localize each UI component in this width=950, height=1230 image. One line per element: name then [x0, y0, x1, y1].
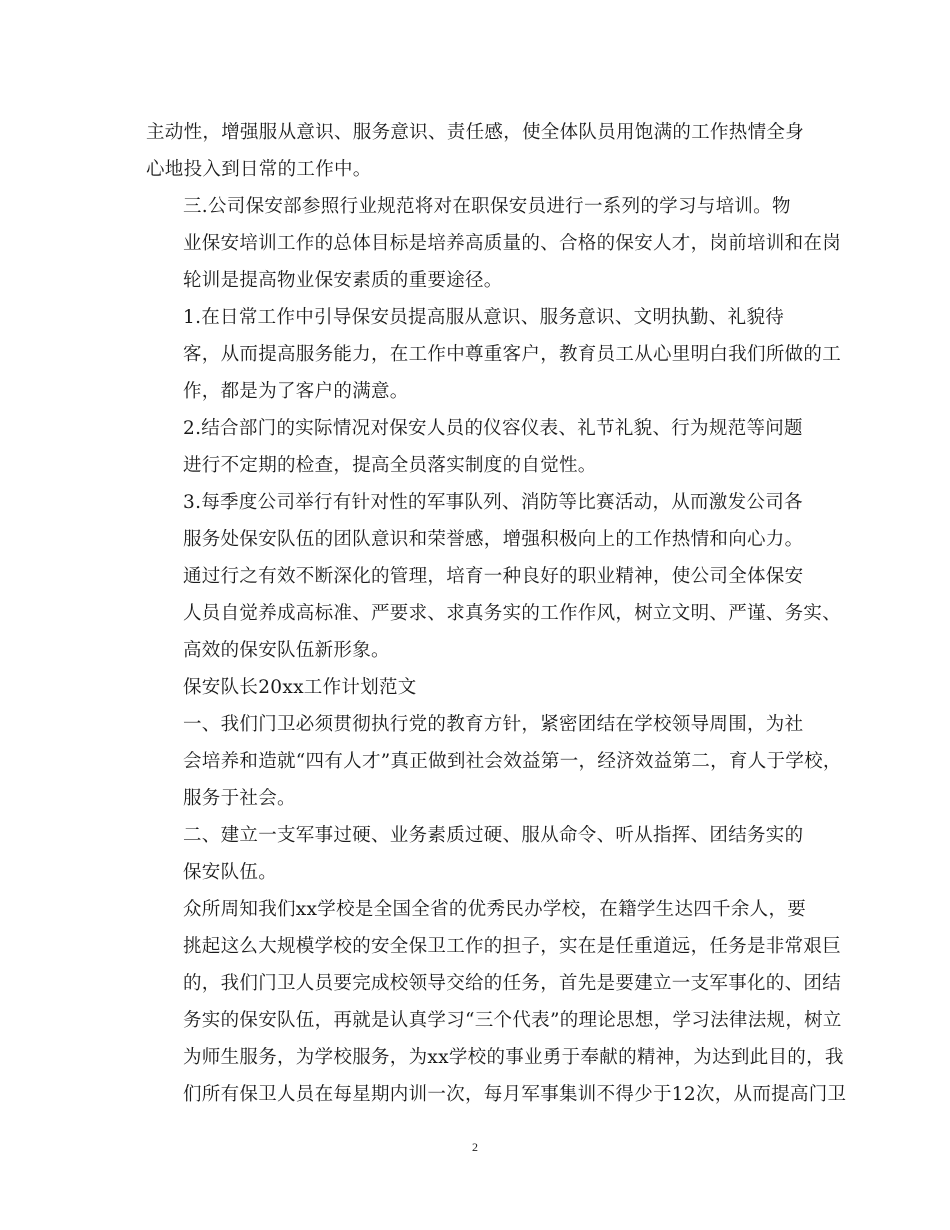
paragraph	[146, 188, 842, 299]
paragraph	[146, 669, 810, 706]
text-line: 主动性，增强服从意识、服务意识、责任感，使全体队员用饱满的工作热情全身	[146, 122, 805, 143]
text-line: 会培养和造就“四有人才”真正做到社会效益第一，经济效益第二，育人于学校，	[183, 751, 842, 772]
text-line: 为师生服务，为学校服务，为xx学校的事业勇于奉献的精神，为达到此目的，我	[183, 1047, 844, 1068]
paragraph	[146, 558, 842, 669]
paragraph	[146, 706, 842, 817]
text-line: 作，都是为了客户的满意。	[183, 381, 409, 402]
text-line: 2.结合部门的实际情况对保安人员的仪容仪表、礼节礼貌、行为规范等问题	[183, 418, 803, 439]
text-line: 1.在日常工作中引导保安员提高服从意识、服务意识、文明执勤、礼貌待	[183, 307, 785, 328]
text-line: 高效的保安队伍新形象。	[183, 640, 390, 661]
paragraph	[146, 484, 810, 558]
text-line: 心地投入到日常的工作中。	[146, 159, 372, 180]
text-line: 二、建立一支军事过硬、业务素质过硬、服从命令、听从指挥、团结务实的	[183, 825, 804, 846]
text-line: 进行不定期的检查，提高全员落实制度的自觉性。	[183, 455, 597, 476]
paragraph	[146, 817, 810, 891]
paragraph	[146, 114, 810, 188]
text-line: 们所有保卫人员在每星期内训一次，每月军事集训不得少于12次，从而提高门卫	[183, 1084, 847, 1105]
text-line: 保安队伍。	[183, 862, 278, 883]
text-line: 通过行之有效不断深化的管理，培育一种良好的职业精神，使公司全体保安	[183, 566, 804, 587]
text-line: 3.每季度公司举行有针对性的军事队列、消防等比赛活动，从而激发公司各	[183, 492, 803, 513]
text-line: 轮训是提高物业保安素质的重要途径。	[183, 270, 503, 291]
text-line: 人员自觉养成高标准、严要求、求真务实的工作作风，树立文明、严谨、务实、	[183, 603, 842, 624]
paragraph	[146, 891, 847, 1113]
text-line: 的，我们门卫人员要完成校领导交给的任务，首先是要建立一支军事化的、团结	[183, 973, 842, 994]
text-line: 保安队长20xx工作计划范文	[183, 677, 417, 698]
page-number: 2	[472, 1140, 478, 1154]
text-line: 三.公司保安部参照行业规范将对在职保安员进行一系列的学习与培训。物	[183, 196, 791, 217]
paragraph	[146, 410, 810, 484]
text-line: 业保安培训工作的总体目标是培养高质量的、合格的保安人才，岗前培训和在岗	[183, 233, 842, 254]
text-line: 务实的保安队伍，再就是认真学习“三个代表”的理论思想，学习法律法规，树立	[183, 1010, 842, 1031]
text-line: 客，从而提高服务能力，在工作中尊重客户，教育员工从心里明白我们所做的工	[183, 344, 842, 365]
text-line: 挑起这么大规模学校的安全保卫工作的担子，实在是任重道远，任务是非常艰巨	[183, 936, 842, 957]
text-line: 服务处保安队伍的团队意识和荣誉感，增强积极向上的工作热情和向心力。	[183, 529, 804, 550]
text-line: 众所周知我们xx学校是全国全省的优秀民办学校，在籍学生达四千余人，要	[183, 899, 807, 920]
document-body	[146, 114, 847, 1113]
text-line: 一、我们门卫必须贯彻执行党的教育方针，紧密团结在学校领导周围，为社	[183, 714, 804, 735]
text-line: 服务于社会。	[183, 788, 296, 809]
paragraph	[146, 299, 842, 410]
